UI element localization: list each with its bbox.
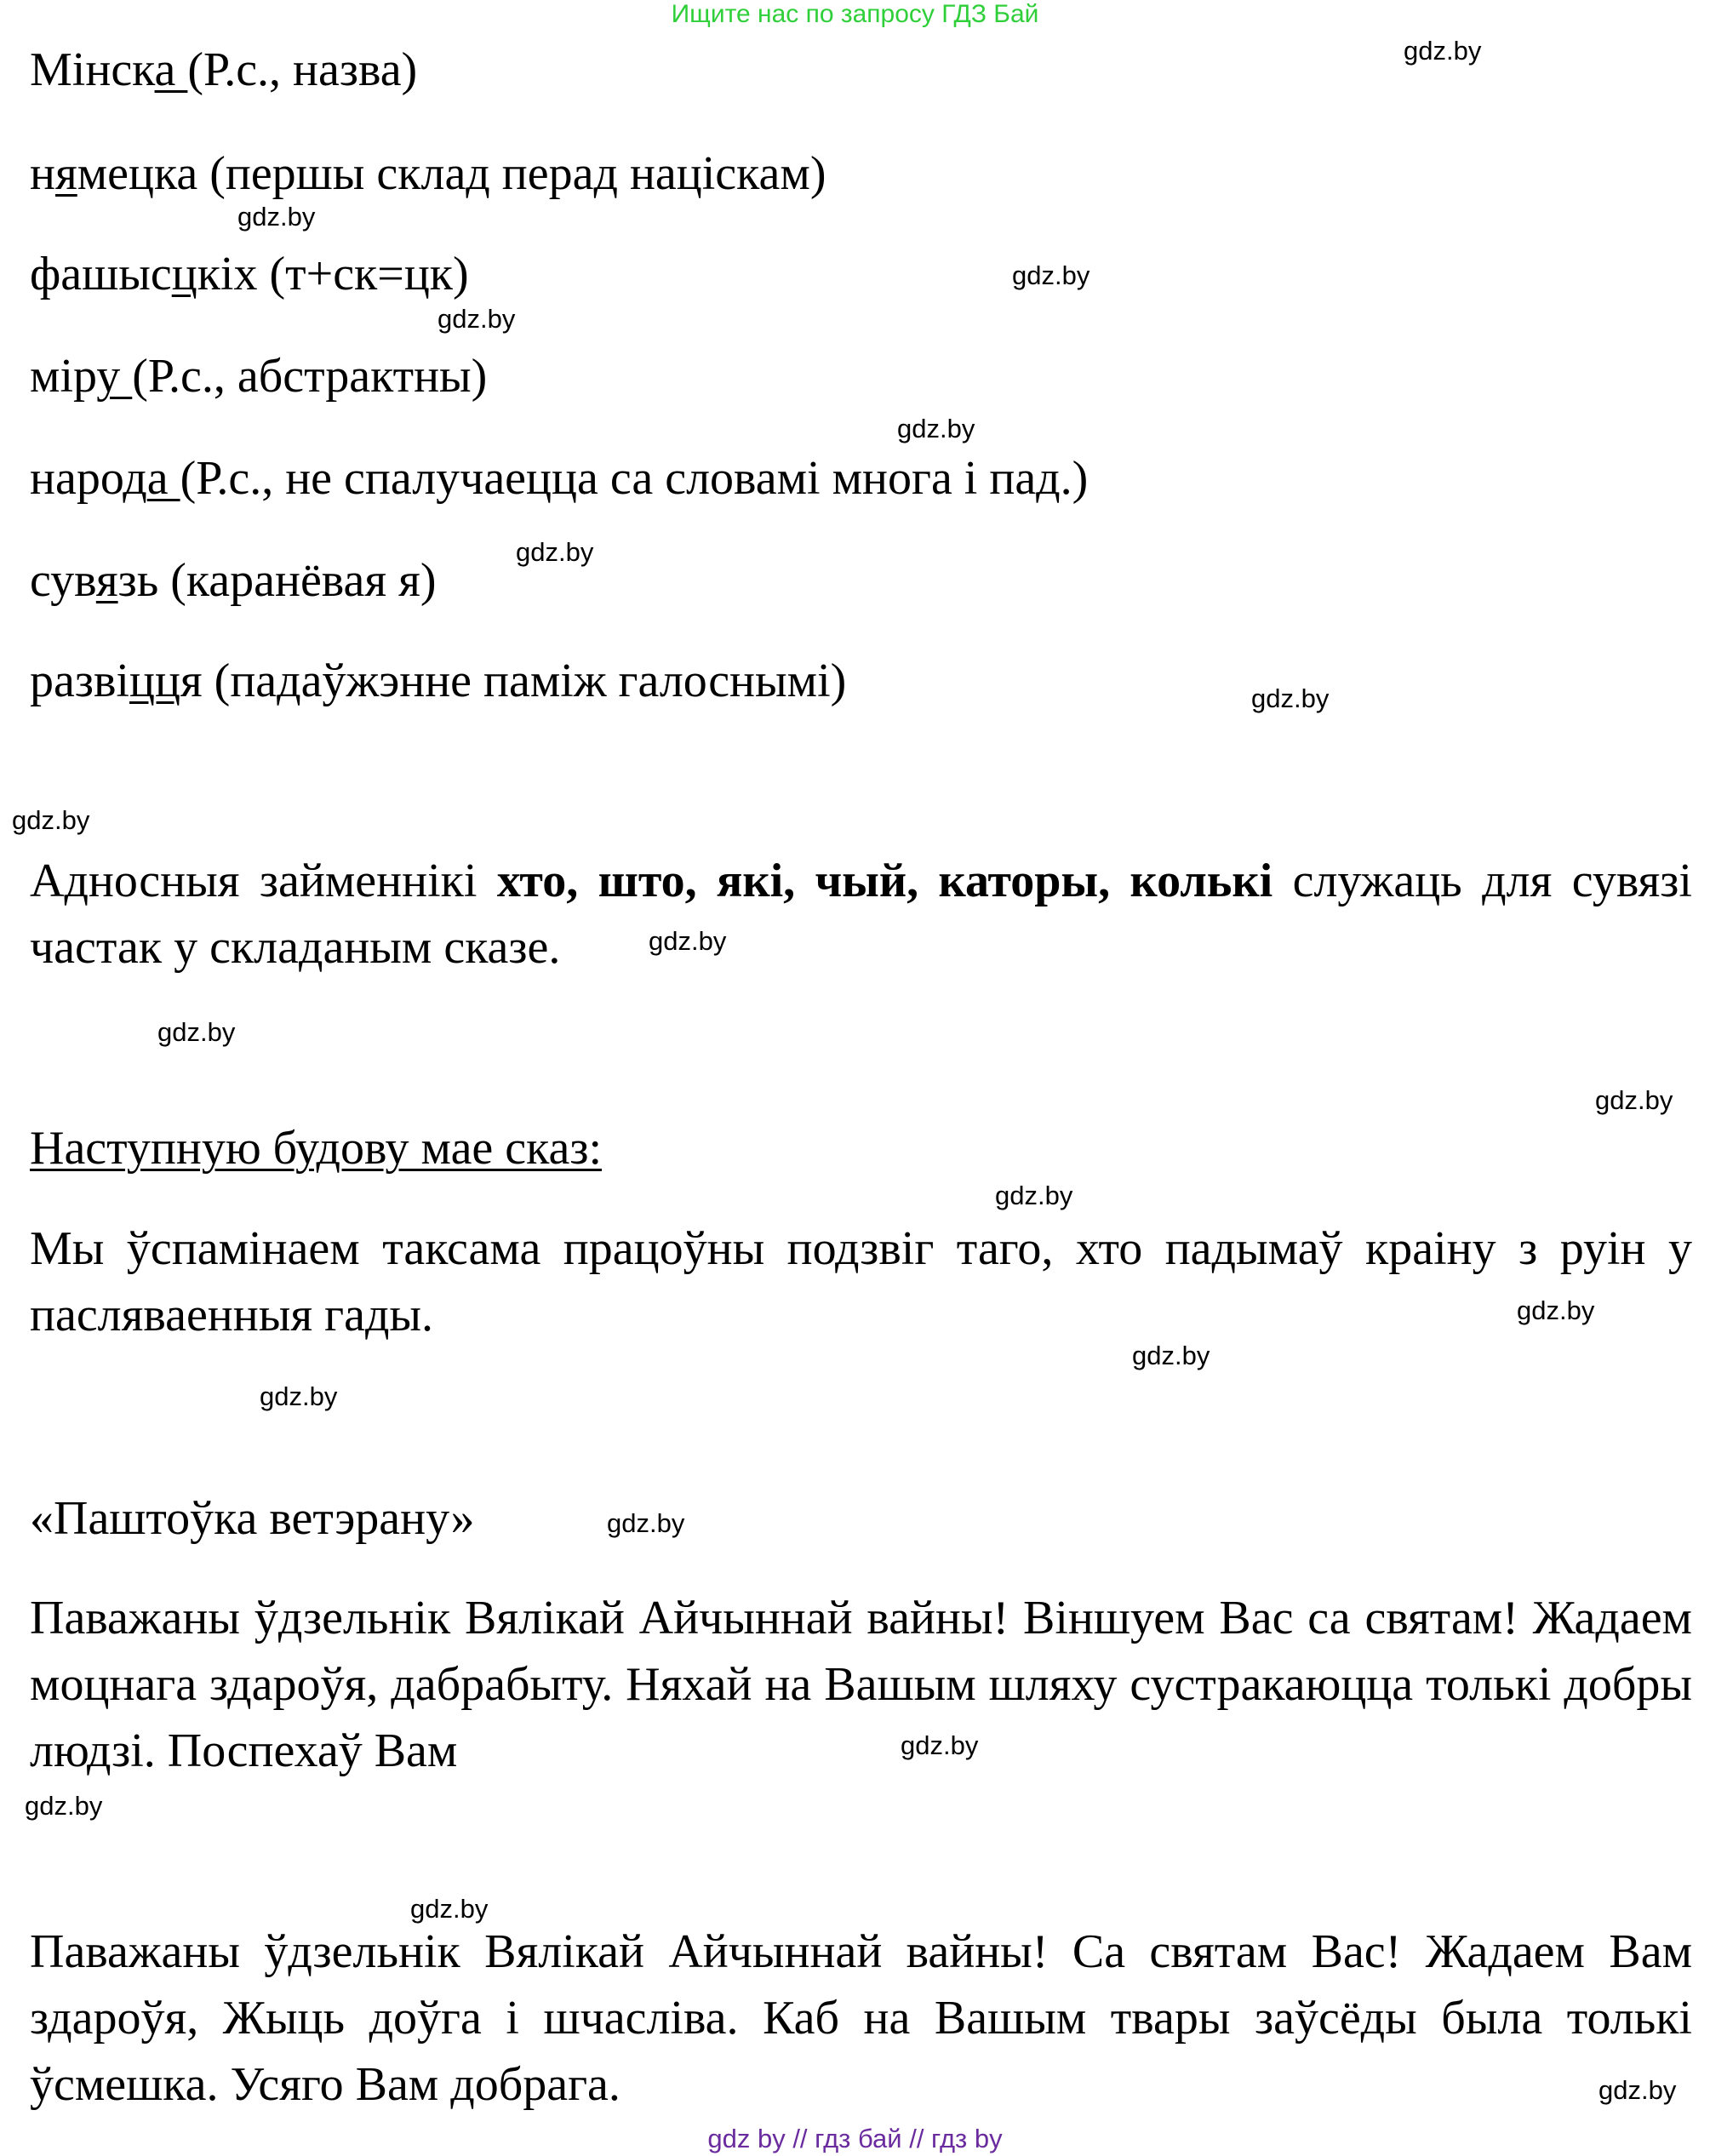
word-explanation: кіх (т+ск=цк) — [197, 248, 469, 300]
watermark: gdz.by — [157, 1017, 236, 1047]
watermark: gdz.by — [438, 304, 516, 334]
underlined-letter: ц — [171, 248, 197, 300]
pronouns-paragraph — [30, 848, 1692, 981]
watermark: gdz.by — [516, 537, 594, 567]
structure-heading: Наступную будову мае сказ: — [30, 1122, 603, 1175]
pronouns-prefix: Адносныя займеннікі — [30, 855, 497, 907]
underlined-letter: у — [96, 350, 133, 403]
word-stem: народ — [30, 452, 147, 505]
watermark: gdz.by — [1251, 683, 1330, 713]
word-explanation: я (падаўжэнне паміж галоснымі) — [180, 655, 847, 707]
word-stem: Мінск — [30, 43, 155, 96]
watermark: gdz.by — [1012, 260, 1090, 290]
greeting-text: Паважаны ўдзельнік Вялікай Айчыннай вайны! Са святам Вас! Жадаем Вам здароўя, Жыць доўга і шчасліва. Каб на Вашым твары заўсёды была толькі ўсмешка. Усяго Вам добрага. — [30, 1925, 1692, 2111]
underlined-letter: а — [146, 452, 180, 505]
pronouns-list: хто, што, які, чый, каторы, колькі — [496, 855, 1273, 907]
watermark: gdz.by — [1598, 2075, 1677, 2105]
word-stem: сув — [30, 554, 96, 607]
word-line — [30, 43, 417, 97]
watermark: gdz.by — [1517, 1295, 1595, 1325]
watermark: gdz.by — [260, 1381, 338, 1411]
watermark: gdz.by — [12, 805, 90, 835]
word-stem: разві — [30, 655, 129, 707]
word-explanation: (Р.с., назва) — [187, 43, 418, 96]
watermark: gdz.by — [649, 926, 727, 956]
word-line — [30, 349, 487, 403]
word-explanation: зь (каранёвая я) — [117, 554, 437, 607]
underlined-letter: я — [95, 554, 118, 607]
word-line — [30, 654, 846, 708]
watermark: gdz.by — [410, 1894, 489, 1924]
watermark: gdz.by — [1132, 1341, 1210, 1370]
pronouns-suffix: служаць для сувязі частак у складаным сказе. — [30, 855, 1692, 974]
word-stem: мір — [30, 350, 97, 403]
search-hint-banner: Ищите нас по запросу ГДЗ Бай — [671, 0, 1039, 28]
word-explanation: мецка (першы склад перад націскам) — [77, 147, 826, 200]
example-sentence: Мы ўспамінаем таксама працоўны подзвіг таго, хто падымаў краіну з руін у пасляваенныя гады. — [30, 1222, 1692, 1341]
underlined-letter: цц — [129, 655, 180, 707]
underlined-letter: я — [54, 147, 77, 200]
watermark: gdz.by — [995, 1181, 1073, 1210]
watermark: gdz.by — [1595, 1085, 1673, 1115]
watermark: gdz.by — [25, 1791, 103, 1821]
postcard-title: «Паштоўка ветэрану» — [30, 1492, 475, 1545]
watermark: gdz.by — [1404, 36, 1482, 66]
footer-links[interactable]: gdz by // гдз бай // гдз by — [707, 2124, 1003, 2153]
word-stem: н — [30, 147, 55, 200]
watermark: gdz.by — [901, 1730, 979, 1760]
word-explanation: (Р.с., не спалучаецца са словамі многа і пад.) — [180, 452, 1089, 505]
word-explanation: (Р.с., абстрактны) — [132, 350, 488, 403]
word-line — [30, 146, 826, 201]
watermark: gdz.by — [237, 202, 316, 232]
watermark: gdz.by — [607, 1508, 685, 1538]
word-line — [30, 247, 469, 301]
watermark: gdz.by — [897, 414, 975, 443]
word-stem: фашыс — [30, 248, 172, 300]
underlined-letter: а — [154, 43, 188, 96]
word-line — [30, 451, 1088, 506]
greeting-text: Паважаны ўдзельнік Вялікай Айчыннай вайны! Віншуем Вас са святам! Жадаем моцнага здароўя, дабрабыту. Няхай на Вашым шляху сустракаюцца толькі добры людзі. Поспехаў Вам — [30, 1592, 1692, 1777]
word-line — [30, 553, 437, 608]
